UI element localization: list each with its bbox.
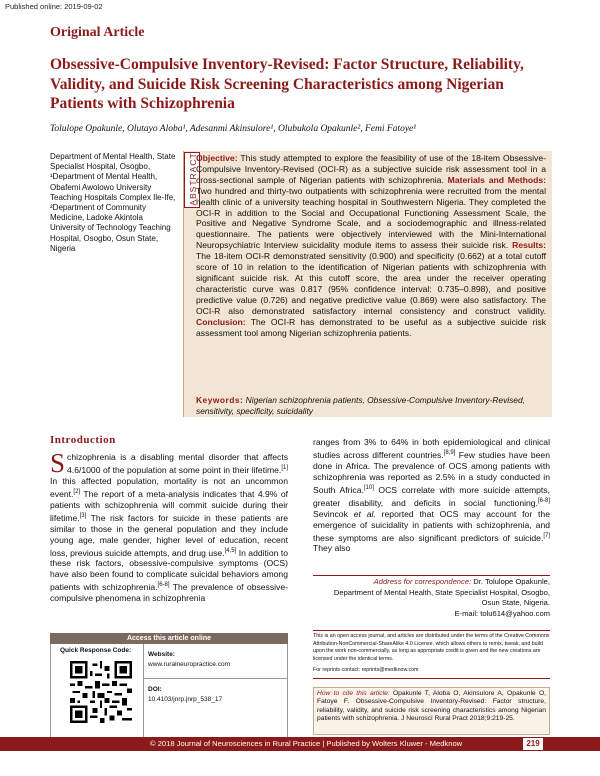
drop-cap: S <box>50 448 66 478</box>
article-type: Original Article <box>50 25 145 40</box>
reference-link[interactable]: [1] <box>281 465 288 471</box>
license-text: This is an open access journal, and articles are distributed under the terms of the Creative Commons Attribution-NonCommercial-ShareAlike 4.0 License, which allows others to remix, tweak, and build upon the work non-commercially, as long as appropriate credit is given and the new creations are licensed under the identical terms. <box>313 630 550 663</box>
reference-link[interactable]: [7] <box>543 532 550 539</box>
keywords-label: Keywords: <box>196 395 244 405</box>
reference-link[interactable]: [6-8] <box>537 497 550 504</box>
text-run: They also <box>313 543 351 554</box>
website-label: Website: <box>148 651 175 658</box>
results-text: The 18-item OCI-R demonstrated sensitivity (0.900) and specificity (0.662) at a total cutoff score of 10 in relation to the identification of Nigerian patients with schizophrenia with significant suicide risk. At this cutoff score, the area under the receiver operating characteristic curve was 0.817 (95% confidence interval: 0.735–0.898), and positive predictive value (0.726) and negative predictive value (0.869) were also satisfactory. The OCI-R also demonstrated satisfactory internal consistency and construct validity. <box>196 251 546 316</box>
abstract-label-text: ABSTRACT <box>188 152 198 206</box>
doi-label: DOI: <box>148 686 162 693</box>
correspondence-label: Address for correspondence: <box>373 577 472 586</box>
text-run: The risk factors for suicide in these patients are similar to those in the general population and they include young age, male gender, higher level of education, recent loss, previous suicide attempts, and drug use. <box>50 512 288 558</box>
reference-link[interactable]: [3] <box>79 512 87 519</box>
citation-text: Opakunle T, Aloba O, Akinsulore A, Opakunle O, Fatoye F. Obsessive-Compulsive Inventory-Revised: Factor structure, reliability, validity, and suicide risk screening characteristics among Nigerian patients with schizophrenia. J Neurosci Rural Pract 2018;9:219-25. <box>317 690 547 723</box>
text-run: ranges from 3% to 64% in both epidemiological and clinical studies across different countries. <box>313 437 550 460</box>
qr-label: Quick Response Code: <box>60 647 132 654</box>
conclusion-text: The OCI-R has demonstrated to be useful as a subjective suicide risk assessment tool among Nigerian schizophrenia patients. <box>196 316 546 338</box>
methods-heading: Materials and Methods: <box>447 174 546 185</box>
citation-label: How to cite this article: <box>317 690 390 697</box>
correspondence-email[interactable]: E-mail: tolu614@yahoo.com <box>454 608 550 618</box>
body-column-left <box>50 448 288 604</box>
et-al: et al. <box>353 508 376 519</box>
text-run: Sevincok <box>313 508 354 519</box>
text-run: reported that OCS may account for the emergence of suicidality in patients with schizophrenia, and these symptoms are also significant predictors of suicide. <box>313 508 550 543</box>
reference-link[interactable]: [6-8] <box>157 582 170 589</box>
reference-link[interactable]: [8,9] <box>443 450 456 456</box>
correspondence-address-line: Department of Mental Health, State Specialist Hospital, Osogbo, <box>333 587 550 597</box>
abstract-text <box>196 153 546 338</box>
footer-text: © 2018 Journal of Neurosciences in Rural Practice | Published by Wolters Kluwer - Medknow <box>150 739 463 748</box>
text-run: The prevalence of obsessive-compulsive phenomena in schizophrenia <box>50 582 288 604</box>
correspondence-name: Dr. Tolulope Opakunle, <box>473 577 550 586</box>
affiliations: Department of Mental Health, State Specialist Hospital, Osogbo, ¹Department of Mental Health, Obafemi Awolowo University Teaching Hospitals Complex Ile-Ife, ²Department of Community Medicine, Ladoke Akintola University of Technology Teaching Hospital, Osogbo, Osun State, Nigeria <box>50 152 176 253</box>
doi-link[interactable]: 10.4103/jnrp.jnrp_538_17 <box>148 696 223 703</box>
text-run: In this affected population, mortality is not an uncommon event. <box>50 475 288 499</box>
introduction-heading: Introduction <box>50 434 116 446</box>
reprints-contact[interactable]: For reprints contact: reprints@medknow.com <box>313 667 550 679</box>
text-run: OCS correlate with more suicide attempts, greater disability, and deficits in social functioning. <box>313 484 550 508</box>
authors: Tolulope Opakunle, Olutayo Aloba¹, Adesanmi Akinsulore¹, Olubukola Opakunle², Femi Fatoye¹ <box>50 124 417 134</box>
results-heading: Results: <box>512 240 547 251</box>
body-column-right <box>313 437 550 554</box>
published-online-line: Published online: 2019-09-02 <box>5 2 103 11</box>
website-link[interactable]: www.ruralneuropractice.com <box>148 661 231 668</box>
correspondence-address-line: Osun State, Nigeria. <box>481 598 550 607</box>
text-run: Few studies have been done in Africa. The prevalence of OCS among patients with schizophrenia was reported as 2.5% in a study conducted in South Africa. <box>313 449 550 495</box>
online-box-separator <box>143 678 288 679</box>
page-number: 219 <box>522 737 544 751</box>
reference-link[interactable]: [10] <box>363 484 374 491</box>
keywords <box>196 395 546 416</box>
reference-link[interactable]: [2] <box>73 488 81 495</box>
correspondence-box <box>313 575 550 627</box>
objective-text: This study attempted to explore the feasibility of use of the 18-item Obsessive-Compulsive Inventory-Revised (OCI-R) as a subjective suicide risk assessment tool in a cross-sectional sample of Nigerian patients with schizophrenia. <box>196 153 546 185</box>
online-box-divider <box>143 644 144 741</box>
qr-code-icon[interactable] <box>70 661 132 723</box>
text-run: In addition to these risk factors, obsessive-compulsive symptoms (OCS) have also been found to complicate suicidal behaviors among patients with schizophrenia. <box>50 547 288 593</box>
article-title: Obsessive-Compulsive Inventory-Revised: Factor Structure, Reliability, Validity, and Suicide Risk Screening Characteristics among Nigerian Patients with Schizophrenia <box>50 56 524 112</box>
objective-heading: Objective: <box>196 153 238 163</box>
conclusion-heading: Conclusion: <box>196 316 246 327</box>
reference-link[interactable]: [4,5] <box>224 547 237 554</box>
keywords-text: Nigerian schizophrenia patients, Obsessive-Compulsive Inventory-Revised, sensitivity, specificity, suicidality <box>196 395 525 416</box>
text-run: The report of a meta-analysis indicates that 4.9% of patients with schizophrenia will commit suicide during their lifetime. <box>50 488 288 523</box>
citation-box <box>313 687 550 735</box>
methods-text: Two hundred and thirty-two outpatients with schizophrenia were recruited from the mental health clinic of a university teaching hospital in Southwestern Nigeria. They completed the OCI-R in addition to the Social and Occupational Functioning Assessment Scale, the Positive and Negative Syndrome Scale, and a sociodemographic and illness-related questionnaire. The patients were objectively interviewed with the Mini-International Neuropsychiatric Interview suicidality module items to assess their suicide risk. <box>196 185 546 251</box>
access-online-header: Access this article online <box>50 633 288 644</box>
text-run: chizophrenia is a disabling mental disorder that affects 4.6/1000 of the population at some point in their lifetime. <box>67 452 288 475</box>
